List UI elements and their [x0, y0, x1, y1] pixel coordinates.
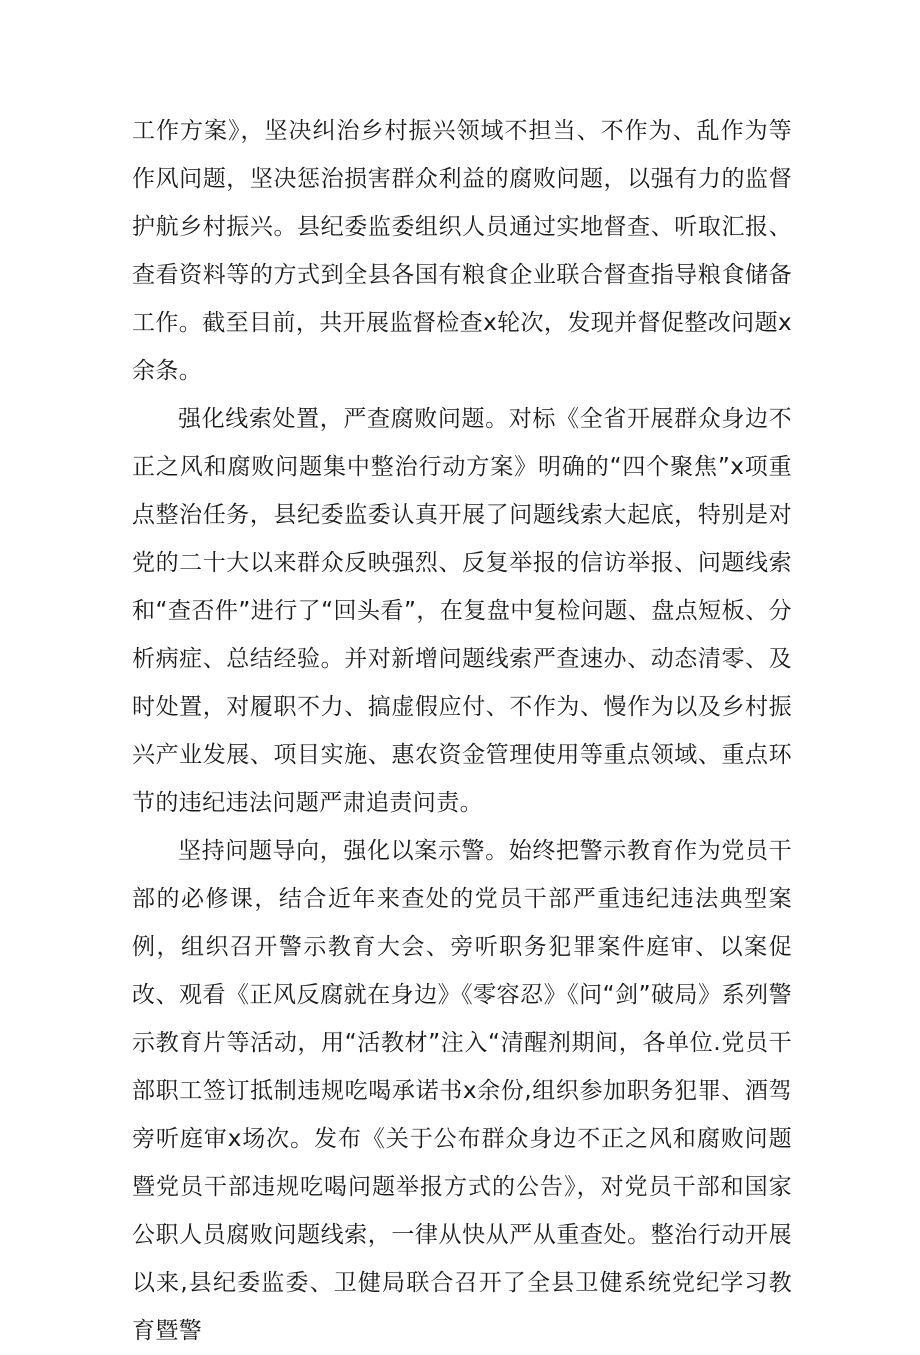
document-body [132, 107, 792, 1355]
paragraph-continued: 工作方案》，坚决纠治乡村振兴领域不担当、不作为、乱作为等作风问题，坚决惩治损害群众利益的腐败问题，以强有力的监督护航乡村振兴。县纪委监委组织人员通过实地督查、听取汇报、查看资料等的方式到全县各国有粮食企业联合督查指导粮食储备工作。截至目前，共开展监督检查x轮次，发现并督促整改问题x余条。 [132, 118, 792, 384]
paragraph-clue-handling: 强化线索处置，严查腐败问题。对标《全省开展群众身边不正之风和腐败问题集中整治行动方案》明确的“四个聚焦”x项重点整治任务，县纪委监委认真开展了问题线索大起底，特别是对党的二十大以来群众反映强烈、反复举报的信访举报、问题线索和“查否件”进行了“回头看”，在复盘中复检问题、盘点短板、分析病症、总结经验。并对新增问题线索严查速办、动态清零、及时处置，对履职不力、搞虚假应付、不作为、慢作为以及乡村振兴产业发展、项目实施、惠农资金管理使用等重点领域、重点环节的违纪违法问题严肃追责问责。 [132, 406, 792, 816]
paragraph-warning-education: 坚持问题导向，强化以案示警。始终把警示教育作为党员干部的必修课，结合近年来查处的党员干部严重违纪违法典型案例，组织召开警示教育大会、旁听职务犯罪案件庭审、以案促改、观看《正风反腐就在身边》《零容忍》《问“剑”破局》系列警示教育片等活动，用“活教材”注入“清醒剂期间，各单位.党员干部职工签订抵制违规吃喝承诺书x余份,组织参加职务犯罪、酒驾旁听庭审x场次。发布《关于公布群众身边不正之风和腐败问题暨党员干部违规吃喝问题举报方式的公告》，对党员干部和国家公职人员腐败问题线索，一律从快从严从重查处。整治行动开展以来,县纪委监委、卫健局联合召开了全县卫健系统党纪学习教育暨警 [132, 838, 792, 1344]
